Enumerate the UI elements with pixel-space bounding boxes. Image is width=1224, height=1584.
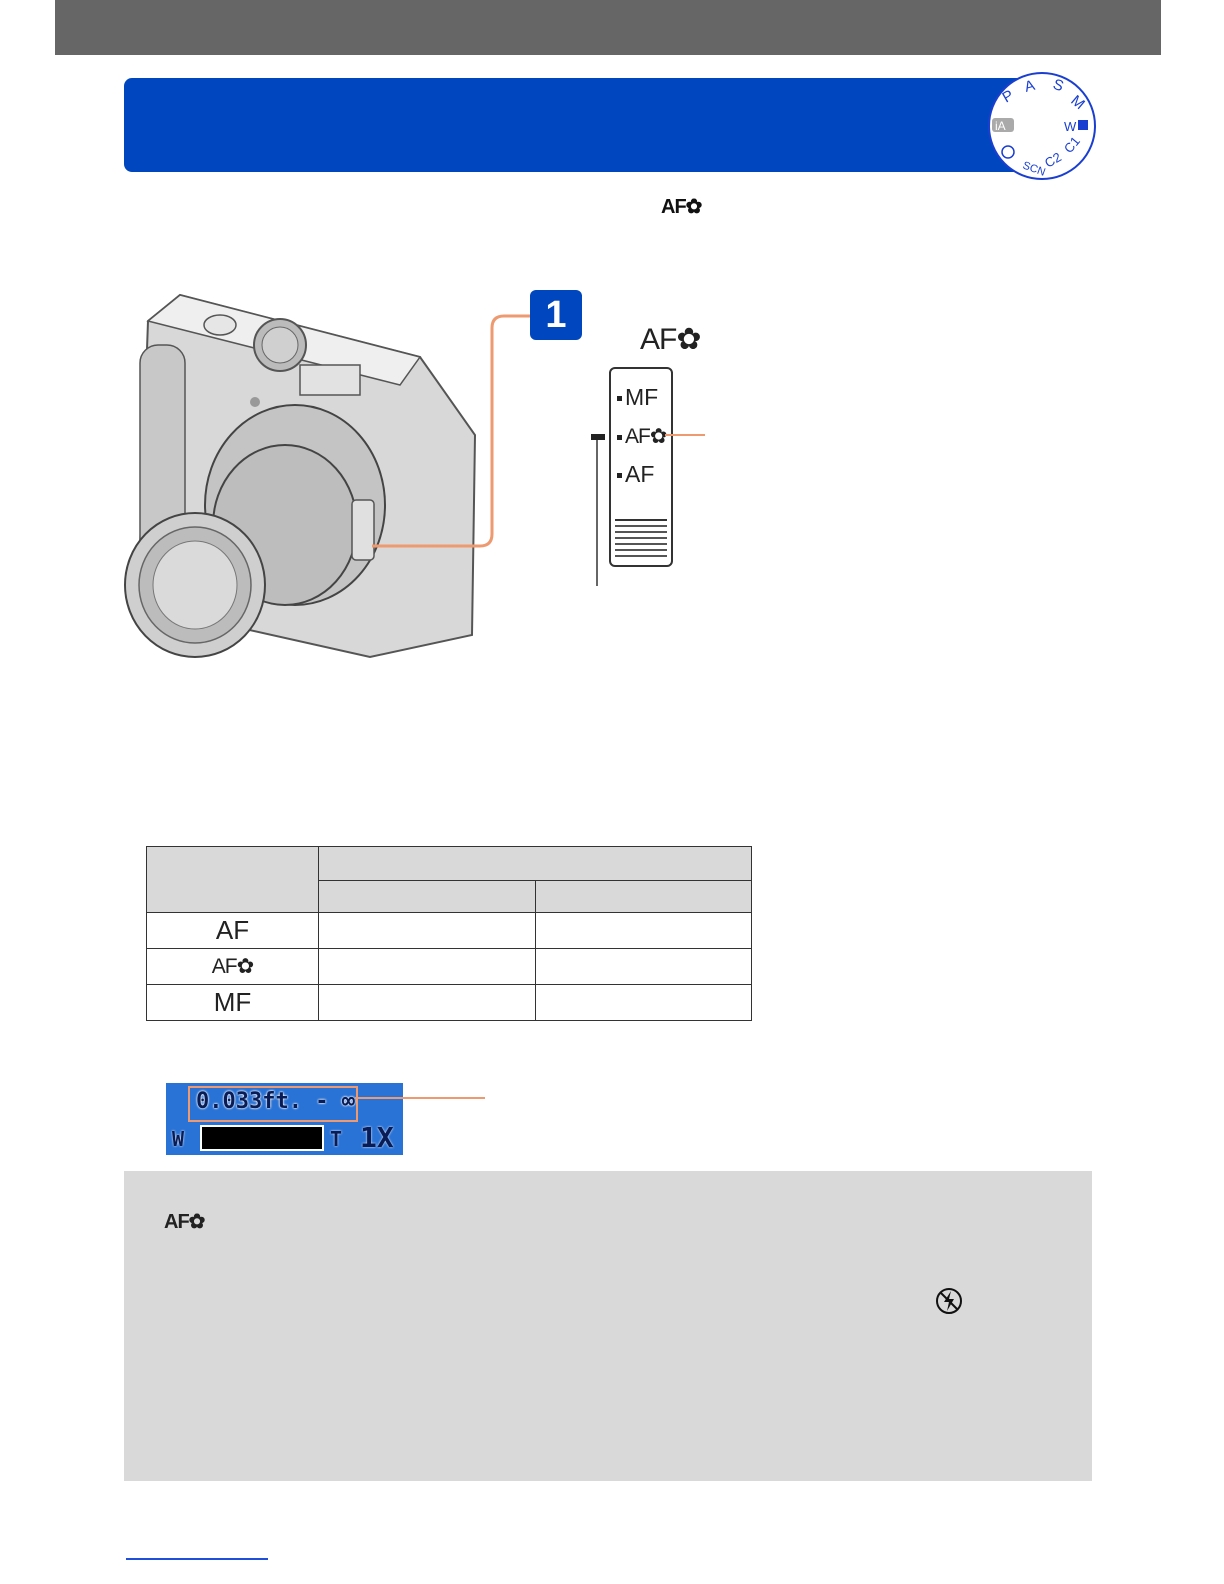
table-cell [536, 913, 752, 949]
dial-mode-c2: C2 [1042, 149, 1064, 171]
table-row [147, 913, 752, 949]
flash-off-icon [934, 1286, 964, 1316]
dial-mode-ia: iA [995, 119, 1006, 133]
table-header-tele [536, 881, 752, 913]
table-cell [319, 985, 536, 1021]
header-bar [55, 0, 1161, 55]
notes-panel [124, 1171, 1092, 1481]
dial-mode-s: S [1050, 75, 1066, 96]
callout-leader [360, 300, 560, 560]
switch-callout-lines [585, 428, 715, 588]
table-header-range [319, 847, 752, 881]
table-header-wide [319, 881, 536, 913]
switch-position-mf [617, 384, 658, 411]
zoom-bar [200, 1125, 324, 1151]
footer-link-underline [126, 1558, 268, 1560]
lcd-focus-range-display [166, 1083, 403, 1155]
dial-mode-p: P [999, 86, 1017, 107]
table-header-mode [147, 847, 319, 913]
mode-dial-icon [986, 70, 1098, 182]
switch-label-mf: MF [625, 384, 659, 410]
table-cell [319, 949, 536, 985]
dial-mode-movie: W [1064, 119, 1077, 134]
notes-af-macro-icon: AF✿ [164, 1211, 205, 1233]
table-cell [319, 913, 536, 949]
focus-range-table [146, 846, 752, 1021]
table-row [147, 949, 752, 985]
zoom-wide-label: W [172, 1127, 185, 1151]
switch-label-af-macro: AF✿ [625, 425, 667, 448]
lcd-callout-line [355, 1097, 485, 1099]
table-cell [536, 949, 752, 985]
dial-mode-c1: C1 [1060, 133, 1083, 156]
focus-range-text: 0.033ft. - ∞ [196, 1089, 355, 1114]
table-cell-mode: MF [147, 985, 319, 1021]
table-cell-mode: AF✿ [147, 949, 319, 985]
table-row [147, 985, 752, 1021]
dial-mode-scn: SCN [1020, 159, 1047, 179]
dial-movie-icon [1078, 120, 1088, 130]
zoom-tele-label: T [330, 1127, 343, 1151]
step-number-badge: 1 [530, 290, 582, 340]
dial-mode-m: M [1067, 92, 1088, 114]
af-macro-icon: AF✿ [661, 196, 702, 218]
table-cell-mode: AF [147, 913, 319, 949]
table-cell [536, 985, 752, 1021]
switch-heading: AF✿ [640, 323, 701, 356]
switch-label-af: AF [625, 461, 655, 487]
zoom-ratio: 1X [360, 1121, 394, 1154]
section-title-band [124, 78, 1040, 172]
dial-mode-a: A [1022, 76, 1037, 96]
